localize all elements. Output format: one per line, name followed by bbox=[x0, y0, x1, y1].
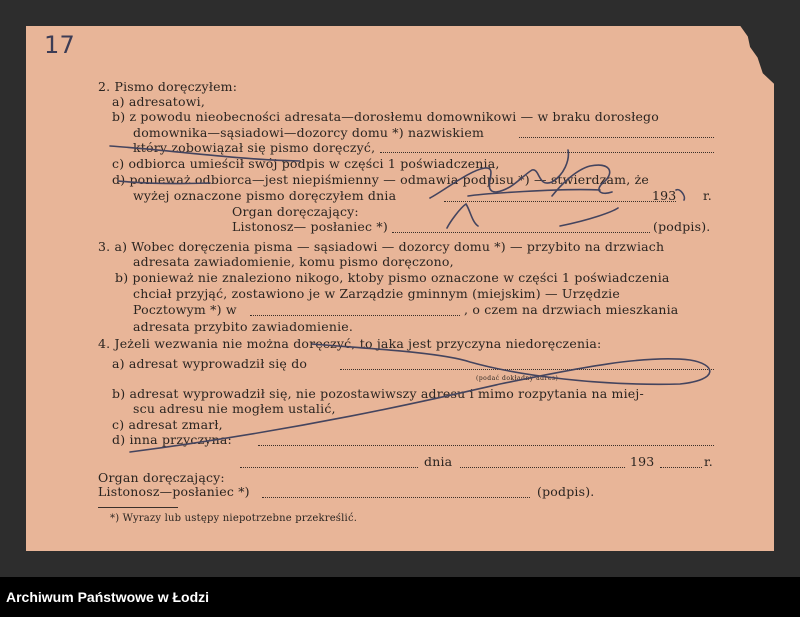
date-label-2: dnia bbox=[424, 454, 453, 469]
signature-label-1: (podpis). bbox=[653, 219, 711, 234]
section-3-a-line2: adresata zawiadomienie, komu pismo doręczono, bbox=[133, 254, 454, 269]
year-prefix-2: 193 bbox=[630, 454, 655, 469]
carrier-label-1: Listonosz— posłaniec *) bbox=[232, 219, 388, 234]
section-4-d: d) inna przyczyna: bbox=[112, 432, 232, 447]
carrier-label-2: Listonosz—posłaniec *) bbox=[98, 484, 250, 499]
year-prefix-1: 193 bbox=[652, 188, 677, 203]
archive-footer-bar bbox=[0, 577, 800, 617]
section-3-b-line4: adresata przybito zawiadomienie. bbox=[133, 319, 354, 334]
organ-label-1: Organ doręczający: bbox=[232, 204, 359, 219]
section-2-d-line2: wyżej oznaczone pismo doręczyłem dnia bbox=[133, 188, 397, 203]
signature-line-scribble bbox=[447, 204, 618, 228]
signature-scribble bbox=[430, 150, 612, 198]
signature-label-2: (podpis). bbox=[537, 484, 595, 499]
section-2-heading: 2. Pismo doręczyłem: bbox=[98, 79, 238, 94]
cross-out-loop bbox=[130, 344, 710, 452]
section-3-a-line1: 3. a) Wobec doręczenia pisma — sąsiadowi — dozorcy domu *) — przybito na drzwiach bbox=[98, 239, 665, 254]
organ-label-2: Organ doręczający: bbox=[98, 470, 225, 485]
section-2-c: c) odbiorca umieścił swój podpis w części 1 poświadczenia, bbox=[112, 156, 500, 171]
section-4-b-line1: b) adresat wyprowadził się, nie pozostawiwszy adresu i mimo rozpytania na miej- bbox=[112, 386, 644, 401]
section-3-b-line3: Pocztowym *) w bbox=[133, 302, 237, 317]
section-2-b-line3: który zobowiązał się pismo doręczyć, bbox=[133, 140, 376, 155]
section-2-d-line1: d) ponieważ odbiorca—jest niepiśmienny — odmawia podpisu *) — stwierdzam, że bbox=[112, 172, 649, 187]
footnote: *) Wyrazy lub ustępy niepotrzebne przekreślić. bbox=[110, 513, 358, 524]
section-2-a: a) adresatowi, bbox=[112, 94, 206, 109]
strikethrough-stroke bbox=[110, 146, 300, 184]
section-3-b-line1: b) ponieważ nie znaleziono nikogo, ktoby pismo oznaczone w części 1 poświadczenia bbox=[115, 270, 670, 285]
year-suffix-2: r. bbox=[704, 454, 713, 469]
section-4-c: c) adresat zmarł, bbox=[112, 417, 223, 432]
section-4-a: a) adresat wyprowadził się do bbox=[112, 356, 308, 371]
section-2-b-line2: domownika—sąsiadowi—dozorcy domu *) nazwiskiem bbox=[133, 125, 485, 140]
section-3-b-line3-tail: , o czem na drzwiach mieszkania bbox=[464, 302, 679, 317]
address-hint: (podać dokładny adres) bbox=[476, 375, 559, 382]
year-suffix-1: r. bbox=[703, 188, 712, 203]
section-4-heading: 4. Jeżeli wezwania nie można doręczyć, to jaka jest przyczyna niedoręczenia: bbox=[98, 336, 602, 351]
section-4-b-line2: scu adresu nie mogłem ustalić, bbox=[133, 401, 336, 416]
section-3-b-line2: chciał przyjąć, zostawiono je w Zarządzie gminnym (miejskim) — Urzędzie bbox=[133, 286, 620, 301]
archive-footer-label: Archiwum Państwowe w Łodzi bbox=[6, 589, 210, 605]
handwritten-page-number: 17 bbox=[44, 31, 75, 59]
section-2-b-line1: b) z powodu nieobecności adresata—dorosłemu domownikowi — w braku dorosłego bbox=[112, 109, 659, 124]
